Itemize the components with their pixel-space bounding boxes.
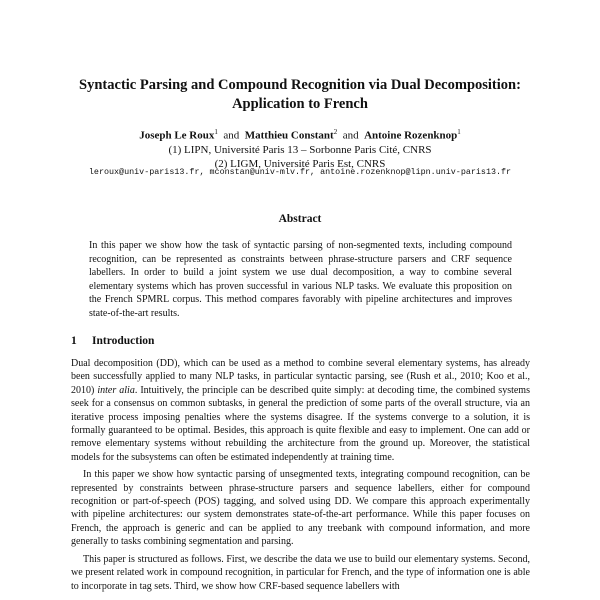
affiliation-1: (1) LIPN, Université Paris 13 – Sorbonne Paris Cité, CNRS [168,143,432,156]
section-number: 1 [71,335,77,347]
section-title: Introduction [92,335,155,347]
author-names [40,125,560,143]
section-heading-introduction [71,335,154,347]
author-2: Matthieu Constant [244,129,334,142]
paragraph-1-part-a: Dual decomposition (DD), which can be used as a method to combine several elementary systems, has already been successfully applied to many NLP tasks, in particular syntactic parsing, see (Rush et al., 2010; Koo et al., 2010) [71,358,530,396]
and-1: and [223,129,240,142]
author-1: Joseph Le Roux [139,129,215,142]
author-2-affil: 2 [333,128,338,136]
title-line-1: Syntactic Parsing and Compound Recognition via Dual Decomposition: [79,77,521,93]
paragraph-1-italic: inter alia [97,384,135,396]
author-1-affil: 1 [214,128,218,136]
introduction-body [71,357,530,597]
author-block [40,125,560,171]
paragraph-2: In this paper we show how syntactic parsing of unsegmented texts, integrating compound recognition, can be represented by constraints between phrase-structure parsers and sequence labellers, either for compound recognition or part-of-speech (POS) tagging, and solved using DD. We compare this approach experimentally with pipeline architectures: our system demonstrates state-of-the-art performance. While this paper focuses on French, the approach is generic and can be applied to any treebank with compound information, and more generally to tasks combining segmentation and parsing. [71,469,530,548]
abstract-text: In this paper we show how the task of syntactic parsing of non-segmented texts, including compound recognition, can be represented as constraints between phrase-structure parsers and CRF sequence labellers. In order to build a joint system we use dual decomposition, a way to combine several elementary systems which has proven successful in various NLP tasks. We evaluate this proposition on the French SPMRL corpus. This method compares favorably with pipeline architectures and improves state-of-the-art results. [89,240,512,319]
author-emails: leroux@univ-paris13.fr, mconstan@univ-mlv.fr, antoine.rozenknop@lipn.univ-paris13.fr [88,167,512,177]
author-3-affil: 1 [457,128,461,136]
author-3: Antoine Rozenknop [364,129,458,142]
paragraph-1 [71,357,530,464]
paper-title [40,76,560,114]
paragraph-1-part-b: . Intuitively, the principle can be described quite simply: at decoding time, the combined systems seek for a consensus on common subtasks, in general the prediction of some parts of the overall structure, via an iterative process imposing penalties where the systems disagree. If the systems converge to a solution, it is formally guaranteed to be optimal. Besides, this approach is quite flexible and easy to implement. One can add or remove elementary systems without rebuilding the architecture from the ground up. Moreover, the statistical models for the subsystems can often be estimated independently at training time. [71,384,530,463]
title-line-2: Application to French [232,96,368,112]
affiliation-2: (2) LIGM, Université Paris Est, CNRS [214,157,386,170]
and-2: and [342,129,359,142]
abstract-heading: Abstract [278,213,322,225]
paragraph-3: This paper is structured as follows. First, we describe the data we use to build our elementary systems. Second, we present related work in compound recognition, in particular for French, and the type of information one is able to incorporate in tag sets. Third, we show how CRF-based sequence labellers with [71,553,530,592]
